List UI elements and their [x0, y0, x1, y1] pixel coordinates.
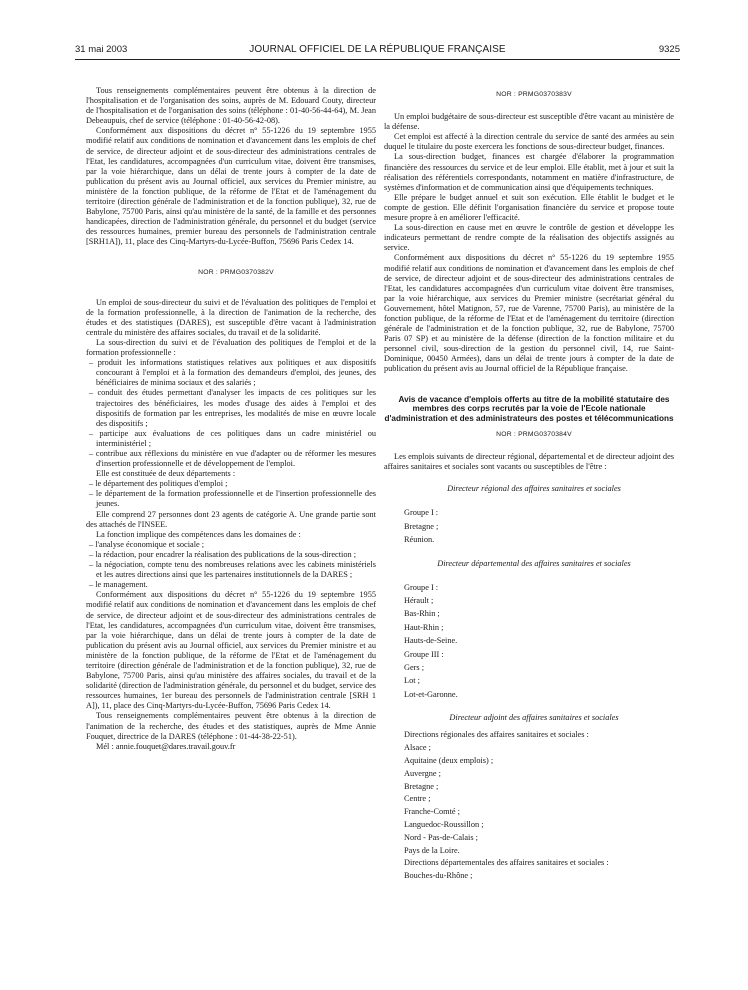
paragraph: Elle est constituée de deux départements :: [96, 469, 236, 479]
departments-list: [86, 479, 376, 509]
paragraph: La sous-direction du suivi et de l'évaluation des politiques de l'emploi et de la formation professionnelle :: [86, 337, 376, 358]
list-item: – participe aux évaluations de ces politiques dans un cadre ministériel ou interministériel ;: [86, 429, 376, 449]
list-item: Franche-Comté ;: [404, 807, 460, 817]
list-item: Centre ;: [404, 794, 431, 804]
journal-title: JOURNAL OFFICIEL DE LA RÉPUBLIQUE FRANÇAISE: [249, 44, 506, 55]
list-item: – contribue aux réflexions du ministère en vue d'adapter ou de réformer les mesures d'insertion professionnelle et de développement de l'emploi.: [86, 449, 376, 469]
list-item: – le département des politiques d'emploi ;: [86, 479, 376, 489]
paragraph: Cet emploi est affecté à la direction centrale du service de santé des armées au sein duquel le titulaire du poste exercera les fonctions de sous-directeur budget, finances.: [384, 132, 674, 152]
list-item: – le management.: [86, 580, 376, 590]
list-item: Nord - Pas-de-Calais ;: [404, 832, 478, 842]
list-item: Réunion.: [404, 535, 435, 545]
paragraph: La sous-direction budget, finances est chargée d'élaborer la programmation financière des ressources du service et de leur emploi. Elle établit, met à jour et suit la réalisation des référentiels correspondants, notamment en matière d'infrastructure, de systèmes d'information et de communication ainsi que d'équipements techniques.: [384, 152, 674, 192]
missions-list: [86, 358, 376, 469]
paragraph: Conformément aux dispositions du décret n° 55-1226 du 19 septembre 1955 modifié relatif aux conditions de nomination et d'avancement dans les emplois de chef de service, de directeur adjoint et de sous-directeur des administrations centrales de l'Etat, les candidatures, accompagnées d'un curriculum vitae, doivent être transmises, par la voie hiérarchique, dans un délai de trente jours à compter de la date de publication du présent avis au Journal officiel, aux services du Premier ministre, au ministère de la fonction publique, de la réforme de l'Etat et de l'aménagement du territoire (direction générale de l'administration et de la fonction publique), 32, rue de Babylone, 75700 Paris, ainsi qu'au ministère de la santé, de la famille et des personnes handicapées, direction de l'administration générale, du personnel et du budget (service des ressources humaines, premier bureau des personnels de l'administration centrale [SRH1A]), 11, place des Cinq-Martyrs-du-Lycée-Buffon, 75696 Paris Cedex 14.: [86, 126, 376, 247]
list-item: Hauts-de-Seine.: [404, 636, 458, 646]
list-item: Bretagne ;: [404, 781, 439, 791]
right-column: [384, 90, 674, 883]
list-item: Bas-Rhin ;: [404, 609, 440, 619]
paragraph: La sous-direction en cause met en œuvre le contrôle de gestion et développe les indicateurs permettant de rendre compte de la réalisation des objectifs assignés au service.: [384, 223, 674, 253]
page-header: [75, 44, 680, 58]
list-item: Gers ;: [404, 663, 425, 673]
section-heading: Avis de vacance d'emplois offerts au titre de la mobilité statutaire des membres des corps recrutés par la voie de l'Ecole nationale d'administration et des administrateurs des postes et télécommunications: [384, 394, 674, 424]
header-rule: [75, 59, 680, 60]
list-item: Bouches-du-Rhône ;: [404, 871, 473, 881]
list-item: Pays de la Loire.: [404, 845, 460, 855]
nor-reference: NOR : PRMG0370384V: [496, 430, 572, 438]
page-number: 9325: [658, 44, 680, 55]
paragraph: Tous renseignements complémentaires peuvent être obtenus à la direction de l'animation de la recherche, des études et des statistiques, auprès de Mme Annie Fouquet, directrice de la DARES (téléphone : 01-44-38-22-51).: [86, 711, 376, 741]
subheading: Directeur départemental des affaires sanitaires et sociales: [437, 558, 631, 568]
list-item: Hérault ;: [404, 596, 434, 606]
nor-reference: NOR : PRMG0370382V: [198, 268, 274, 276]
list-item: – la rédaction, pour encadrer la réalisation des publications de la sous-direction ;: [86, 550, 376, 560]
paragraph: Elle prépare le budget annuel et suit son exécution. Elle établit le budget et le compte de gestion. Elle définit l'organisation financière du service et propose toute mesure propre à en améliorer l'efficacité.: [384, 192, 674, 223]
list-item: – conduit des études permettant d'analyser les impacts de ces politiques sur les trajectoires des bénéficiaires, les modes d'usage des aides à l'emploi et des dispositifs de formation par les entreprises, les modalités de mise en œuvre locale des dispositifs ;: [86, 388, 376, 428]
list-item: – l'analyse économique et sociale ;: [86, 540, 376, 550]
list-item: Alsace ;: [404, 743, 431, 753]
left-column: [86, 86, 376, 752]
skills-list: [86, 540, 376, 590]
list-item: Haut-Rhin ;: [404, 622, 444, 632]
subheading: Directeur régional des affaires sanitaires et sociales: [447, 484, 621, 494]
nor-reference: NOR : PRMG0370383V: [496, 91, 572, 98]
email-line: Mél : annie.fouquet@dares.travail.gouv.fr: [96, 741, 236, 751]
list-item: – le département de la formation professionnelle et de l'insertion professionnelle des jeunes.: [86, 489, 376, 509]
paragraph: Un emploi de sous-directeur du suivi et de l'évaluation des politiques de l'emploi et de la formation professionnelle, à la direction de l'animation de la recherche, des études et des statistiques (DARES), est susceptible d'être vacant à l'administration centrale du ministère des affaires sociales, du travail et de la solidarité.: [86, 297, 376, 337]
list-item: – produit les informations statistiques relatives aux politiques et aux dispositifs concourant à l'emploi et à la formation des demandeurs d'emploi, des jeunes, des bénéficiaires de minima sociaux et des salariés ;: [86, 358, 376, 388]
list-item: Auvergne ;: [404, 768, 441, 778]
paragraph: Un emploi budgétaire de sous-directeur est susceptible d'être vacant au ministère de la défense.: [384, 112, 674, 132]
issue-date: 31 mai 2003: [75, 44, 128, 55]
paragraph: La fonction implique des compétences dans les domaines de :: [96, 529, 301, 539]
list-item: Bretagne ;: [404, 521, 439, 531]
list-item: Aquitaine (deux emplois) ;: [404, 755, 494, 765]
list-item: – la négociation, compte tenu des nombreuses relations avec les cabinets ministériels et les autres directions ainsi que les partenaires institutionnels de la DARES ;: [86, 560, 376, 580]
list-item: Groupe I :: [404, 582, 439, 592]
paragraph: Les emplois suivants de directeur régional, départemental et de directeur adjoint des affaires sanitaires et sociales sont vacants ou susceptibles de l'être :: [384, 452, 674, 472]
paragraph: Elle comprend 27 personnes dont 23 agents de catégorie A. Une grande partie sont des attachés de l'INSEE.: [86, 509, 376, 529]
list-item: Lot ;: [404, 676, 420, 686]
paragraph: Conformément aux dispositions du décret n° 55-1226 du 19 septembre 1955 modifié relatif aux conditions de nomination et d'avancement dans les emplois de chef de service, de directeur adjoint et de sous-directeur des administrations centrales de l'Etat, les candidatures accompagnées d'un curriculum vitae doivent être transmises, par la voie hiérarchique, aux services du Premier ministre (secrétariat général du Gouvernement, hôtel Matignon, 57, rue de Varenne, 75700 Paris), au ministère de la fonction publique, de la réforme de l'Etat et de l'aménagement du territoire (direction générale de l'administration et de la fonction publique, 32, rue de Babylone, 75700 Paris 07 SP) et au ministère de la défense (direction de la fonction militaire et du personnel civil, sous-direction de la gestion du personnel civil, 14, rue Saint-Dominique, 00450 Armées), dans un délai de trente jours à compter de la date de publication du présent avis au Journal officiel de la République française.: [384, 253, 674, 374]
paragraph: Tous renseignements complémentaires peuvent être obtenus à la direction de l'hospitalisation et de l'organisation des soins, auprès de M. Edouard Couty, directeur de l'hospitalisation et de l'organisation des soins (téléphone : 01-40-56-44-64), M. Jean Debeaupuis, chef de service (téléphone : 01-40-56-42-08).: [86, 86, 376, 126]
list-item: Lot-et-Garonne.: [404, 689, 458, 699]
list-item: Languedoc-Roussillon ;: [404, 819, 484, 829]
paragraph: Conformément aux dispositions du décret n° 55-1226 du 19 septembre 1955 modifié relatif aux conditions de nomination et d'avancement dans les emplois de chef de service, de directeur adjoint et de sous-directeur des administrations centrales de l'Etat, les candidatures, accompagnées d'un curriculum vitae, doivent être transmises, par la voie hiérarchique, dans un délai de trente jours à compter de la date de publication du présent avis au Journal officiel, aux services du Premier ministre et au ministère de la fonction publique, de la réforme de l'Etat et de l'aménagement du territoire (direction générale de l'administration et de la fonction publique), 32, rue de Babylone, 75700 Paris, ainsi qu'au ministère des affaires sociales, du travail et de la solidarité (direction de l'administration générale, du personnel et du budget, service des ressources humaines, 1er bureau des personnels de l'administration centrale [SRH 1 A]), 11, place des Cinq-Martyrs-du-Lycée-Buffon, 75696 Paris Cedex 14.: [86, 590, 376, 711]
subheading: Directeur adjoint des affaires sanitaires et sociales: [449, 713, 619, 723]
list-item: Directions départementales des affaires sanitaires et sociales :: [404, 858, 609, 868]
list-item: Directions régionales des affaires sanitaires et sociales :: [404, 730, 589, 740]
list-item: Groupe III :: [404, 649, 444, 659]
list-item: Groupe I :: [404, 508, 439, 518]
